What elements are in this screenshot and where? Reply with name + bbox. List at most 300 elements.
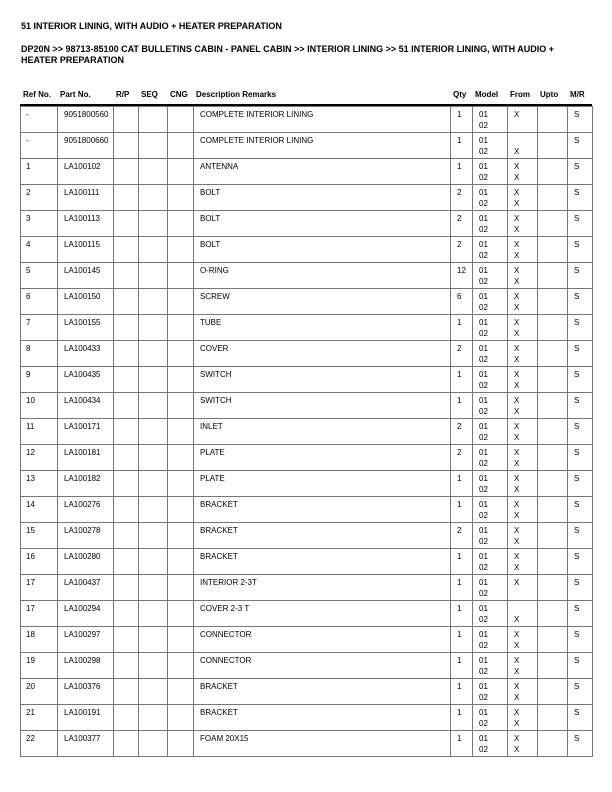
cell-from-line: X (514, 485, 520, 494)
cell-from (508, 133, 538, 159)
cell-model (473, 419, 508, 445)
cell-upto-line (544, 291, 565, 302)
cell-from-line: X (514, 199, 520, 208)
cell-part: 9051800660 (58, 133, 114, 159)
cell-upto (538, 601, 568, 627)
cell-qty: 1 (451, 133, 473, 159)
cell-model-line: 02 (479, 355, 488, 364)
cell-model-line: 01 (479, 578, 488, 587)
cell-rp (114, 133, 139, 159)
cell-part: LA100437 (58, 575, 114, 601)
cell-rp (114, 263, 139, 289)
cell-upto (538, 315, 568, 341)
cell-seq (139, 601, 168, 627)
cell-qty: 1 (451, 367, 473, 393)
cell-desc: BRACKET (194, 497, 451, 523)
cell-model-line: 01 (479, 552, 488, 561)
cell-from-line (514, 135, 535, 146)
cell-part: LA100182 (58, 471, 114, 497)
cell-qty: 2 (451, 211, 473, 237)
cell-upto (538, 393, 568, 419)
cell-model-line: 01 (479, 708, 488, 717)
table-row (21, 679, 593, 705)
cell-qty: 1 (451, 731, 473, 757)
column-header-mr: M/R (570, 90, 585, 99)
cell-upto-line (544, 707, 565, 718)
cell-model-line: 02 (479, 563, 488, 572)
cell-desc: COMPLETE INTERIOR LINING (194, 133, 451, 159)
cell-ref: 6 (21, 289, 58, 315)
cell-from-line: X (514, 500, 520, 509)
cell-upto-line (544, 276, 565, 287)
cell-upto-line (544, 328, 565, 339)
cell-ref: - (21, 107, 58, 133)
cell-upto-line (544, 369, 565, 380)
cell-upto-line (544, 655, 565, 666)
cell-upto (538, 731, 568, 757)
cell-model (473, 705, 508, 731)
cell-from-line: X (514, 745, 520, 754)
cell-mr: S (568, 341, 593, 367)
cell-mr: S (568, 627, 593, 653)
cell-from-line: X (514, 110, 520, 119)
table-row (21, 601, 593, 627)
cell-model-line: 02 (479, 251, 488, 260)
cell-upto-line (544, 135, 565, 146)
table-row (21, 575, 593, 601)
cell-upto (538, 263, 568, 289)
table-row (21, 237, 593, 263)
cell-part: LA100181 (58, 445, 114, 471)
cell-desc: CONNECTOR (194, 653, 451, 679)
cell-ref: 14 (21, 497, 58, 523)
cell-from-line: X (514, 656, 520, 665)
cell-desc: CONNECTOR (194, 627, 451, 653)
cell-model (473, 237, 508, 263)
cell-part: LA100435 (58, 367, 114, 393)
cell-upto (538, 211, 568, 237)
cell-upto-line (544, 510, 565, 521)
cell-ref: 17 (21, 601, 58, 627)
cell-upto-line (544, 744, 565, 755)
cell-from-line: X (514, 147, 520, 156)
cell-upto-line (544, 473, 565, 484)
cell-seq (139, 549, 168, 575)
cell-upto-line (544, 317, 565, 328)
cell-seq (139, 627, 168, 653)
cell-qty: 1 (451, 159, 473, 185)
cell-qty: 1 (451, 679, 473, 705)
cell-desc: SWITCH (194, 367, 451, 393)
cell-cng (168, 107, 194, 133)
cell-model (473, 679, 508, 705)
table-row (21, 107, 593, 133)
cell-qty: 1 (451, 705, 473, 731)
cell-desc: SWITCH (194, 393, 451, 419)
cell-model-line: 01 (479, 370, 488, 379)
cell-seq (139, 705, 168, 731)
cell-from (508, 211, 538, 237)
table-row (21, 289, 593, 315)
cell-from-line: X (514, 630, 520, 639)
cell-upto (538, 159, 568, 185)
cell-from-line: X (514, 381, 520, 390)
cell-model-line: 01 (479, 162, 488, 171)
column-header-upto: Upto (540, 90, 559, 99)
cell-part: LA100150 (58, 289, 114, 315)
cell-cng (168, 627, 194, 653)
cell-from-line: X (514, 370, 520, 379)
cell-model-line: 02 (479, 589, 488, 598)
cell-model-line: 02 (479, 511, 488, 520)
cell-model-line: 01 (479, 604, 488, 613)
cell-mr: S (568, 107, 593, 133)
cell-cng (168, 575, 194, 601)
cell-desc: PLATE (194, 471, 451, 497)
cell-seq (139, 653, 168, 679)
cell-qty: 1 (451, 601, 473, 627)
cell-qty: 1 (451, 315, 473, 341)
cell-upto-line (544, 265, 565, 276)
cell-model (473, 263, 508, 289)
cell-seq (139, 523, 168, 549)
table-row (21, 185, 593, 211)
cell-seq (139, 393, 168, 419)
cell-seq (139, 263, 168, 289)
cell-model-line: 02 (479, 277, 488, 286)
table-row (21, 393, 593, 419)
cell-desc: BOLT (194, 211, 451, 237)
cell-seq (139, 575, 168, 601)
cell-cng (168, 263, 194, 289)
table-row (21, 705, 593, 731)
table-header-row (20, 90, 592, 104)
cell-model-line: 01 (479, 318, 488, 327)
table-row (21, 653, 593, 679)
table-row (21, 341, 593, 367)
cell-rp (114, 705, 139, 731)
cell-mr: S (568, 523, 593, 549)
cell-mr: S (568, 679, 593, 705)
cell-from-line: X (514, 563, 520, 572)
cell-qty: 1 (451, 575, 473, 601)
cell-mr: S (568, 393, 593, 419)
cell-cng (168, 185, 194, 211)
cell-rp (114, 315, 139, 341)
cell-qty: 1 (451, 549, 473, 575)
cell-model-line: 02 (479, 147, 488, 156)
cell-model (473, 315, 508, 341)
cell-model-line: 01 (479, 422, 488, 431)
cell-model (473, 289, 508, 315)
cell-desc: SCREW (194, 289, 451, 315)
cell-model-line: 02 (479, 225, 488, 234)
cell-rp (114, 393, 139, 419)
cell-mr: S (568, 601, 593, 627)
cell-upto-line (544, 588, 565, 599)
cell-model (473, 133, 508, 159)
cell-model-line: 01 (479, 110, 488, 119)
cell-model-line: 01 (479, 474, 488, 483)
cell-model-line: 01 (479, 214, 488, 223)
cell-seq (139, 159, 168, 185)
cell-upto-line (544, 432, 565, 443)
cell-desc: ANTENNA (194, 159, 451, 185)
cell-upto (538, 627, 568, 653)
cell-desc: BRACKET (194, 549, 451, 575)
cell-model-line: 02 (479, 667, 488, 676)
cell-upto (538, 289, 568, 315)
cell-mr: S (568, 315, 593, 341)
cell-mr: S (568, 731, 593, 757)
cell-rp (114, 237, 139, 263)
cell-qty: 1 (451, 627, 473, 653)
cell-model-line: 01 (479, 682, 488, 691)
cell-ref: 3 (21, 211, 58, 237)
cell-rp (114, 575, 139, 601)
cell-model-line: 02 (479, 381, 488, 390)
cell-from-line: X (514, 511, 520, 520)
cell-mr: S (568, 549, 593, 575)
cell-upto (538, 419, 568, 445)
cell-rp (114, 159, 139, 185)
cell-upto-line (544, 577, 565, 588)
cell-model-line: 02 (479, 433, 488, 442)
cell-ref: 20 (21, 679, 58, 705)
cell-cng (168, 133, 194, 159)
cell-part: LA100298 (58, 653, 114, 679)
cell-from (508, 419, 538, 445)
cell-model-line: 02 (479, 121, 488, 130)
cell-rp (114, 601, 139, 627)
cell-rp (114, 419, 139, 445)
cell-from (508, 445, 538, 471)
cell-rp (114, 497, 139, 523)
cell-upto-line (544, 551, 565, 562)
cell-seq (139, 731, 168, 757)
cell-upto-line (544, 354, 565, 365)
cell-upto-line (544, 343, 565, 354)
cell-part: LA100297 (58, 627, 114, 653)
cell-cng (168, 523, 194, 549)
cell-from (508, 367, 538, 393)
cell-model (473, 211, 508, 237)
cell-upto-line (544, 187, 565, 198)
column-header-model: Model (475, 90, 499, 99)
cell-upto (538, 471, 568, 497)
cell-part: LA100280 (58, 549, 114, 575)
cell-from (508, 289, 538, 315)
cell-from-line: X (514, 292, 520, 301)
cell-part: LA100111 (58, 185, 114, 211)
cell-from-line: X (514, 266, 520, 275)
table-row (21, 497, 593, 523)
cell-rp (114, 445, 139, 471)
cell-from (508, 185, 538, 211)
cell-model-line: 01 (479, 500, 488, 509)
table-column-headers (20, 90, 592, 104)
cell-upto (538, 185, 568, 211)
cell-ref: 9 (21, 367, 58, 393)
cell-cng (168, 653, 194, 679)
cell-model-line: 01 (479, 188, 488, 197)
cell-cng (168, 211, 194, 237)
table-row (21, 731, 593, 757)
cell-model-line: 01 (479, 526, 488, 535)
cell-cng (168, 705, 194, 731)
cell-from-line: X (514, 173, 520, 182)
column-header-part: Part No. (60, 90, 91, 99)
cell-upto-line (544, 213, 565, 224)
cell-cng (168, 289, 194, 315)
cell-model-line: 02 (479, 641, 488, 650)
cell-desc: BOLT (194, 185, 451, 211)
cell-mr: S (568, 445, 593, 471)
cell-rp (114, 731, 139, 757)
cell-from-line: X (514, 433, 520, 442)
cell-model-line: 02 (479, 459, 488, 468)
cell-seq (139, 419, 168, 445)
cell-upto-line (544, 640, 565, 651)
cell-ref: 21 (21, 705, 58, 731)
cell-ref: 4 (21, 237, 58, 263)
column-header-desc: Description Remarks (196, 90, 277, 99)
cell-model (473, 107, 508, 133)
cell-upto-line (544, 603, 565, 614)
cell-qty: 2 (451, 185, 473, 211)
cell-from-line: X (514, 396, 520, 405)
cell-model (473, 731, 508, 757)
cell-from-line: X (514, 474, 520, 483)
cell-from (508, 471, 538, 497)
parts-table (20, 106, 593, 757)
cell-upto-line (544, 224, 565, 235)
cell-from-line: X (514, 693, 520, 702)
cell-desc: INLET (194, 419, 451, 445)
cell-upto-line (544, 250, 565, 261)
cell-cng (168, 445, 194, 471)
cell-qty: 2 (451, 237, 473, 263)
cell-cng (168, 341, 194, 367)
cell-seq (139, 237, 168, 263)
cell-ref: 17 (21, 575, 58, 601)
cell-from-line: X (514, 214, 520, 223)
cell-part: LA100433 (58, 341, 114, 367)
table-row (21, 549, 593, 575)
table-row (21, 315, 593, 341)
cell-upto (538, 341, 568, 367)
cell-seq (139, 211, 168, 237)
cell-upto-line (544, 692, 565, 703)
cell-desc: BRACKET (194, 679, 451, 705)
cell-rp (114, 627, 139, 653)
cell-part: LA100145 (58, 263, 114, 289)
cell-cng (168, 601, 194, 627)
cell-rp (114, 185, 139, 211)
cell-from-line: X (514, 251, 520, 260)
cell-cng (168, 315, 194, 341)
cell-desc: BOLT (194, 237, 451, 263)
cell-mr: S (568, 185, 593, 211)
cell-from-line: X (514, 552, 520, 561)
cell-desc: PLATE (194, 445, 451, 471)
cell-cng (168, 159, 194, 185)
cell-rp (114, 523, 139, 549)
cell-qty: 2 (451, 445, 473, 471)
cell-model (473, 341, 508, 367)
cell-from-line: X (514, 277, 520, 286)
cell-model-line: 02 (479, 615, 488, 624)
cell-cng (168, 679, 194, 705)
page-title: 51 INTERIOR LINING, WITH AUDIO + HEATER PREPARATION (21, 21, 282, 31)
cell-ref: 18 (21, 627, 58, 653)
cell-part: LA100155 (58, 315, 114, 341)
cell-upto-line (544, 681, 565, 692)
cell-seq (139, 315, 168, 341)
cell-mr: S (568, 497, 593, 523)
cell-from (508, 497, 538, 523)
cell-from (508, 341, 538, 367)
cell-upto-line (544, 484, 565, 495)
cell-rp (114, 367, 139, 393)
cell-seq (139, 445, 168, 471)
cell-rp (114, 471, 139, 497)
cell-upto (538, 497, 568, 523)
cell-from-line: X (514, 318, 520, 327)
table-row (21, 263, 593, 289)
cell-mr: S (568, 237, 593, 263)
cell-from-line: X (514, 459, 520, 468)
cell-qty: 2 (451, 523, 473, 549)
breadcrumb: DP20N >> 98713-85100 CAT BULLETINS CABIN - PANEL CABIN >> INTERIOR LINING >> 51 INTERIOR LINING, WITH AUDIO + HEATER PREPARATION (21, 44, 555, 65)
cell-ref: 11 (21, 419, 58, 445)
cell-upto-line (544, 380, 565, 391)
cell-model-line: 01 (479, 630, 488, 639)
cell-rp (114, 211, 139, 237)
cell-cng (168, 731, 194, 757)
cell-cng (168, 367, 194, 393)
cell-part: LA100294 (58, 601, 114, 627)
cell-model-line: 01 (479, 734, 488, 743)
table-row (21, 211, 593, 237)
cell-from (508, 263, 538, 289)
table-row (21, 471, 593, 497)
cell-model (473, 575, 508, 601)
cell-ref: 5 (21, 263, 58, 289)
cell-upto-line (544, 666, 565, 677)
cell-model-line: 02 (479, 329, 488, 338)
cell-from-line: X (514, 615, 520, 624)
cell-from-line: X (514, 448, 520, 457)
cell-cng (168, 497, 194, 523)
column-header-ref: Ref No. (23, 90, 51, 99)
cell-part: LA100434 (58, 393, 114, 419)
cell-from-line: X (514, 303, 520, 312)
cell-upto-line (544, 562, 565, 573)
cell-from (508, 679, 538, 705)
cell-upto (538, 107, 568, 133)
cell-from (508, 523, 538, 549)
table-row (21, 627, 593, 653)
cell-from-line: X (514, 708, 520, 717)
cell-part: LA100113 (58, 211, 114, 237)
cell-rp (114, 549, 139, 575)
cell-model (473, 367, 508, 393)
cell-from-line: X (514, 188, 520, 197)
cell-from-line (514, 120, 535, 131)
cell-qty: 1 (451, 653, 473, 679)
cell-from-line: X (514, 682, 520, 691)
